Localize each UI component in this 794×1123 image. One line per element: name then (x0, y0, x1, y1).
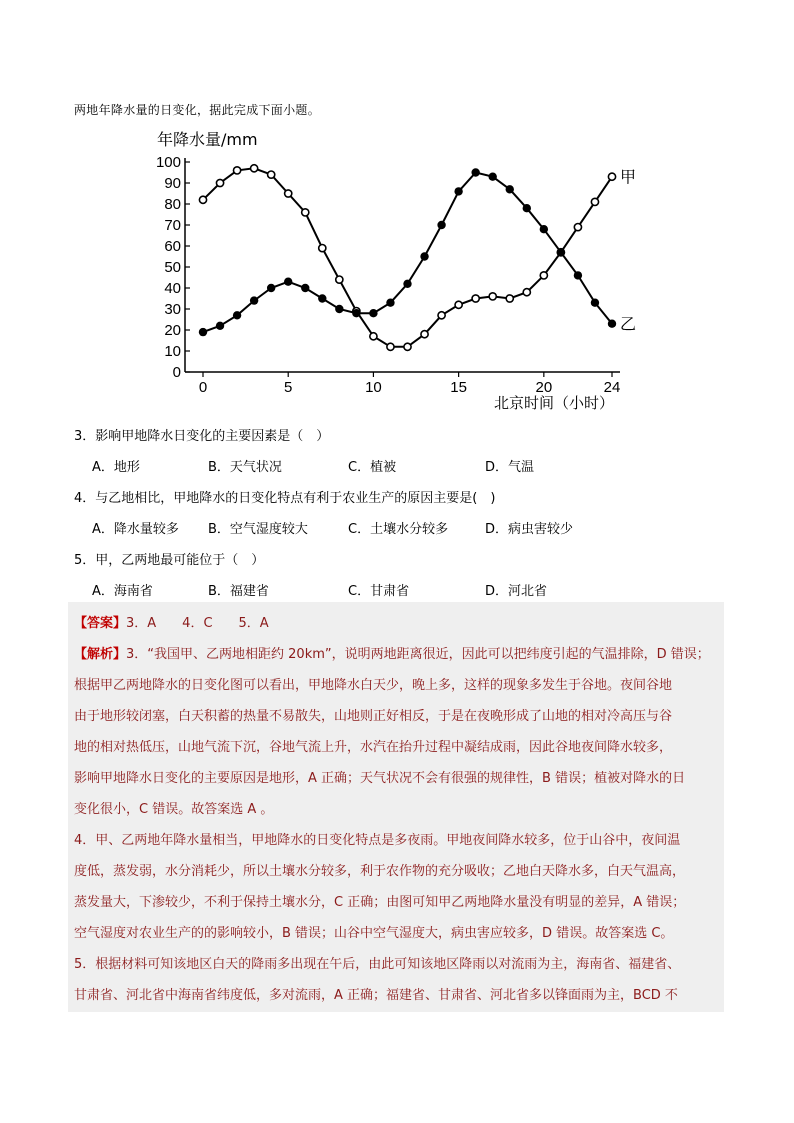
data-point (557, 248, 565, 256)
series-label: 乙 (620, 314, 637, 334)
q4-option-a: A．降水量较多 (92, 522, 179, 537)
data-point (540, 225, 548, 233)
data-point (489, 293, 496, 300)
analysis-line-2: 根据甲乙两地降水的日变化图可以看出，甲地降水白天少，晚上多，这样的现象多发生于谷地。夜间谷地 (74, 678, 673, 693)
data-point (574, 271, 582, 279)
answer-tag: 【答案】 (74, 616, 127, 631)
data-point (404, 343, 411, 350)
x-tick-label: 0 (198, 379, 208, 396)
data-point (437, 221, 445, 229)
precipitation-chart (140, 125, 640, 410)
q3-option-a: A．地形 (92, 460, 140, 475)
q5-option-b: B．福建省 (208, 584, 269, 599)
data-point (523, 289, 530, 296)
question-3: 3．影响甲地降水日变化的主要因素是（ ） (74, 429, 330, 444)
data-point (591, 299, 599, 307)
data-point (454, 187, 462, 195)
y-tick-label: 80 (164, 196, 181, 213)
analysis-line-3: 由于地形较闭塞，白天积蓄的热量不易散失，山地则正好相反，于是在夜晚形成了山地的相对冷高压与谷 (74, 709, 673, 724)
data-point (506, 185, 514, 193)
series-line-2 (203, 173, 612, 333)
analysis-text: 3．“我国甲、乙两地相距约 20km”，说明两地距离很近，因此可以把纬度引起的气温排除，D 错误； (126, 647, 710, 662)
x-tick-label: 10 (365, 379, 382, 396)
y-tick-label: 40 (164, 280, 181, 297)
analysis-line-7: 4．甲、乙两地年降水量相当，甲地降水的日变化特点是多夜雨。甲地夜间降水较多，位于山谷中，夜间温 (74, 833, 681, 848)
intro-text: 两地年降水量的日变化，据此完成下面小题。 (74, 103, 321, 117)
data-point (301, 284, 309, 292)
y-tick-label: 10 (164, 343, 181, 360)
analysis-line-1 (74, 643, 710, 662)
data-point (302, 209, 309, 216)
y-tick-label: 100 (155, 154, 181, 171)
analysis-line-5: 影响甲地降水日变化的主要原因是地形，A 正确；天气状况不会有很强的规律性，B 错误；植被对降水的日 (74, 771, 686, 786)
data-point (250, 296, 258, 304)
data-point (216, 322, 224, 330)
data-point (574, 224, 581, 231)
data-point (540, 272, 547, 279)
q5-option-c: C．甘肃省 (348, 584, 410, 599)
series-line-1 (203, 168, 612, 346)
data-point (233, 311, 241, 319)
q3-option-d: D．气温 (485, 460, 535, 475)
q3-option-b: B．天气状况 (208, 460, 282, 475)
analysis-line-9: 蒸发量大，下渗较少，不利于保持土壤水分，C 正确；由图可知甲乙两地降水量没有明显的差异，A 错误； (74, 895, 686, 910)
data-point (386, 299, 394, 307)
data-point (318, 294, 326, 302)
data-point (608, 173, 615, 180)
x-tick-label: 15 (450, 379, 467, 396)
y-tick-label: 60 (164, 238, 181, 255)
question-4: 4．与乙地相比，甲地降水的日变化特点有利于农业生产的原因主要是( ) (74, 491, 496, 506)
data-point (251, 165, 258, 172)
question-5: 5．甲，乙两地最可能位于（ ） (74, 553, 265, 568)
data-point (506, 295, 513, 302)
data-point (438, 312, 445, 319)
data-point (335, 305, 343, 313)
data-point (591, 198, 598, 205)
y-tick-label: 70 (164, 217, 181, 234)
analysis-line-10: 空气湿度对农业生产的的影响较小，B 错误；山谷中空气湿度大，病虫害应较多，D 错误。故答案选 C。 (74, 926, 674, 941)
q5-option-d: D．河北省 (485, 584, 548, 599)
analysis-line-12: 甘肃省、河北省中海南省纬度低，多对流雨，A 正确；福建省、甘肃省、河北省多以锋面雨为主，BCD 不 (74, 988, 678, 1003)
series-label: 甲 (620, 167, 637, 187)
x-tick-label: 20 (535, 379, 553, 396)
data-point (369, 309, 377, 317)
data-point (268, 171, 275, 178)
data-point (455, 301, 462, 308)
data-point (420, 252, 428, 260)
answer-line (74, 612, 269, 631)
q3-option-c: C．植被 (348, 460, 397, 475)
x-tick-label: 5 (284, 379, 293, 396)
x-axis-label: 北京时间（小时） (493, 394, 614, 410)
x-tick-label: 24 (603, 379, 621, 396)
q4-option-c: C．土壤水分较多 (348, 522, 449, 537)
data-point (472, 295, 479, 302)
y-tick-label: 30 (164, 301, 181, 318)
data-point (403, 280, 411, 288)
data-point (336, 276, 343, 283)
q5-option-a: A．海南省 (92, 584, 153, 599)
analysis-line-4: 地的相对热低压，山地气流下沉，谷地气流上升，水汽在抬升过程中凝结成雨，因此谷地夜间降水较多， (74, 740, 673, 755)
answer-text: 3．A 4．C 5．A (126, 616, 269, 631)
data-point (387, 343, 394, 350)
analysis-tag: 【解析】 (74, 647, 127, 662)
data-point (608, 320, 616, 328)
data-point (489, 173, 497, 181)
data-point (233, 167, 240, 174)
data-point (267, 284, 275, 292)
data-point (352, 309, 360, 317)
y-tick-label: 0 (172, 364, 181, 381)
data-point (284, 278, 292, 286)
y-axis-label: 年降水量/mm (157, 130, 258, 149)
data-point (523, 204, 531, 212)
data-point (285, 190, 292, 197)
data-point (199, 196, 206, 203)
analysis-line-11: 5．根据材料可知该地区白天的降雨多出现在午后，由此可知该地区降雨以对流雨为主，海南省、福建省、 (74, 957, 681, 972)
analysis-line-8: 度低，蒸发弱，水分消耗少，所以土壤水分较多，利于农作物的充分吸收；乙地白天降水多，白天气温高， (74, 864, 686, 879)
data-point (421, 331, 428, 338)
y-tick-label: 90 (164, 175, 181, 192)
analysis-line-6: 变化很小，C 错误。故答案选 A 。 (74, 802, 274, 817)
y-tick-label: 20 (164, 322, 181, 339)
data-point (471, 168, 479, 176)
data-point (216, 179, 223, 186)
q4-option-d: D．病虫害较少 (485, 522, 574, 537)
data-point (370, 333, 377, 340)
data-point (319, 245, 326, 252)
y-tick-label: 50 (164, 259, 181, 276)
data-point (199, 328, 207, 336)
q4-option-b: B．空气湿度较大 (208, 522, 308, 537)
